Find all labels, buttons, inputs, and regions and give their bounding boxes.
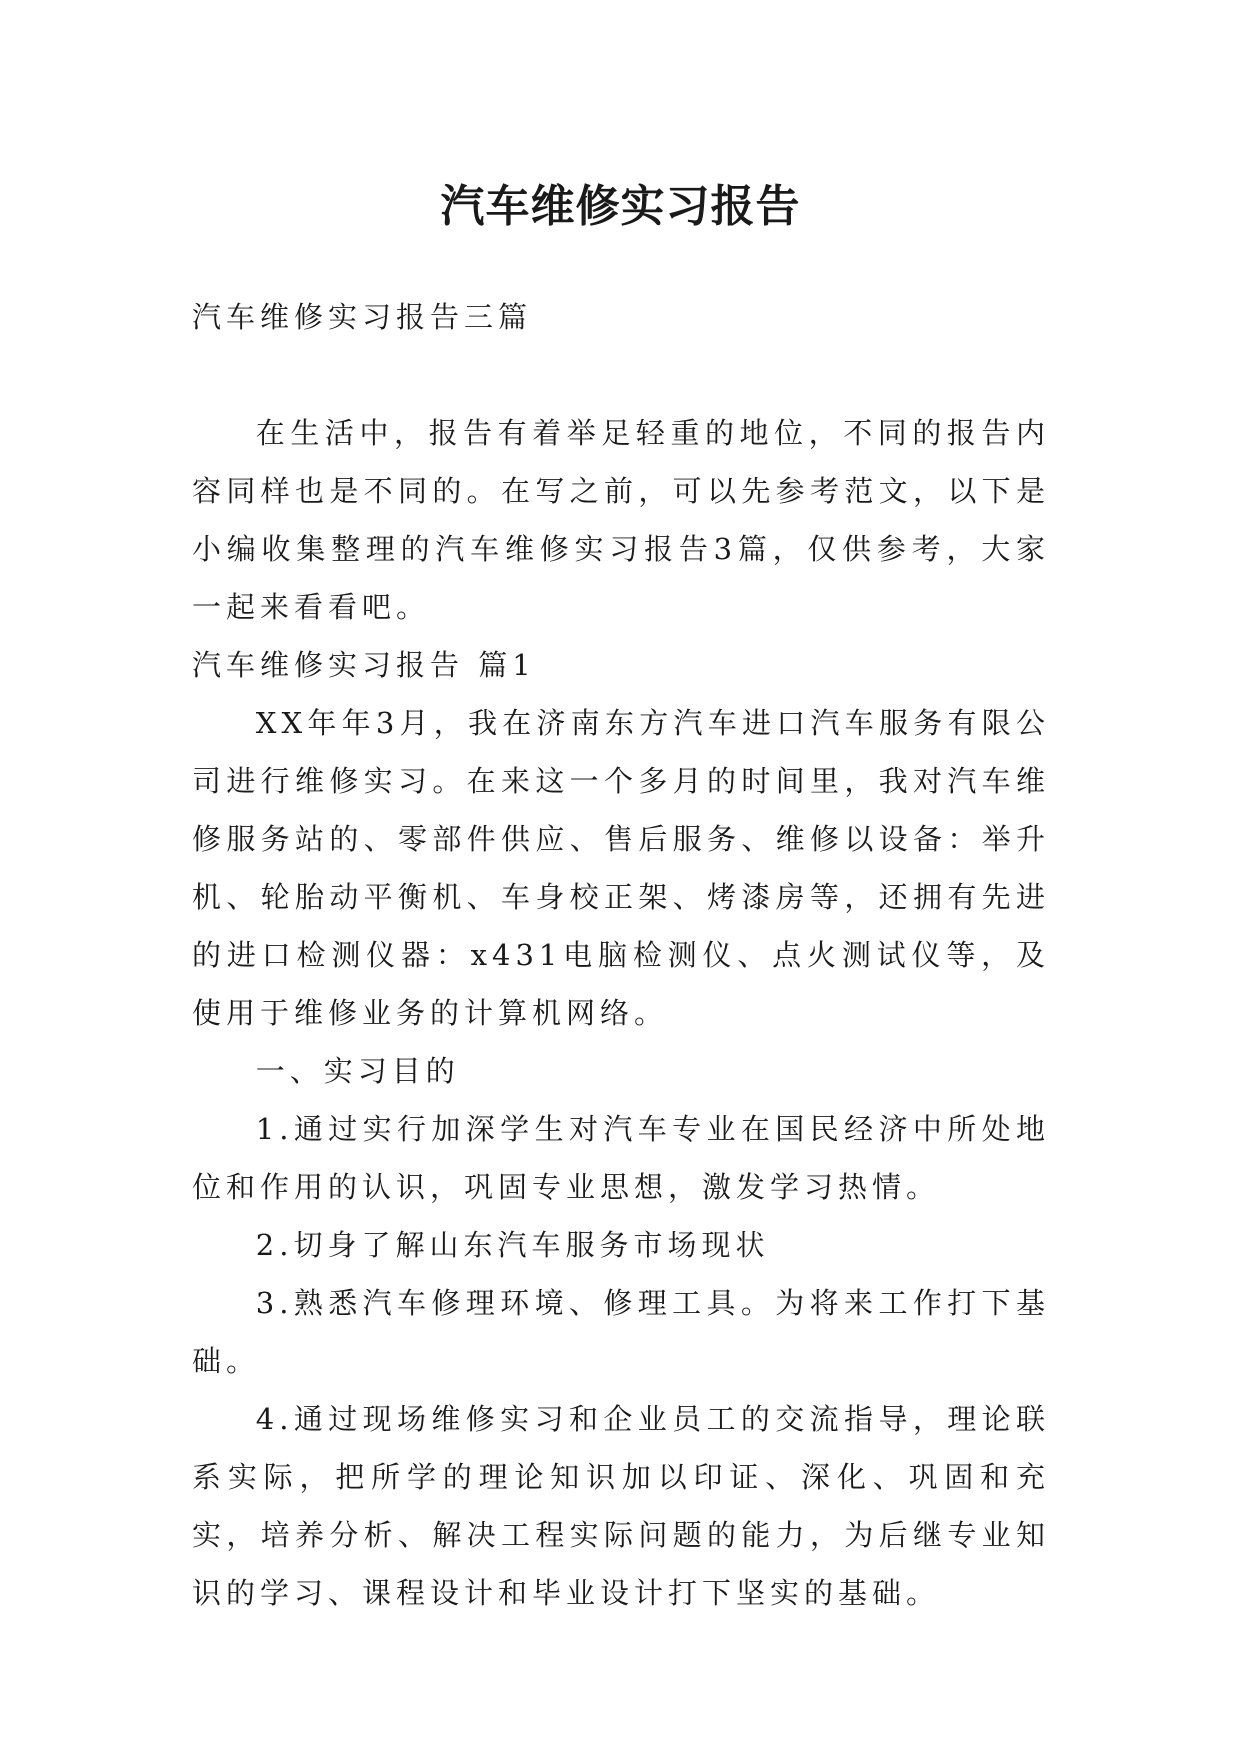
list-item: 4.通过现场维修实习和企业员工的交流指导，理论联系实际，把所学的理论知识加以印证、深化、巩固和充实，培养分析、解决工程实际问题的能力，为后继专业知识的学习、课程设计和毕业设计打下坚实的基础。	[192, 1402, 1050, 1610]
part1-paragraph: XX年年3月，我在济南东方汽车进口汽车服务有限公司进行维修实习。在来这一个多月的时间里，我对汽车维修服务站的、零部件供应、售后服务、维修以设备：举升机、轮胎动平衡机、车身校正架、烤漆房等，还拥有先进的进口检测仪器：x431电脑检测仪、点火测试仪等，及使用于维修业务的计算机网络。	[192, 706, 1050, 1030]
section1-heading: 一、实习目的	[255, 1054, 460, 1088]
list-item: 1.通过实行加深学生对汽车专业在国民经济中所处地位和作用的认识，巩固专业思想，激发学习热情。	[192, 1112, 1050, 1204]
list-item: 3.熟悉汽车修理环境、修理工具。为将来工作打下基础。	[192, 1286, 1050, 1378]
document-body	[192, 288, 1050, 1622]
document-title: 汽车维修实习报告	[440, 181, 801, 233]
intro-paragraph: 在生活中，报告有着举足轻重的地位，不同的报告内容同样也是不同的。在写之前，可以先参考范文，以下是小编收集整理的汽车维修实习报告3篇，仅供参考，大家一起来看看吧。	[192, 416, 1050, 624]
list-item: 2.切身了解山东汽车服务市场现状	[255, 1228, 770, 1262]
part1-heading: 汽车维修实习报告 篇1	[192, 648, 536, 682]
document-subtitle: 汽车维修实习报告三篇	[192, 300, 533, 334]
